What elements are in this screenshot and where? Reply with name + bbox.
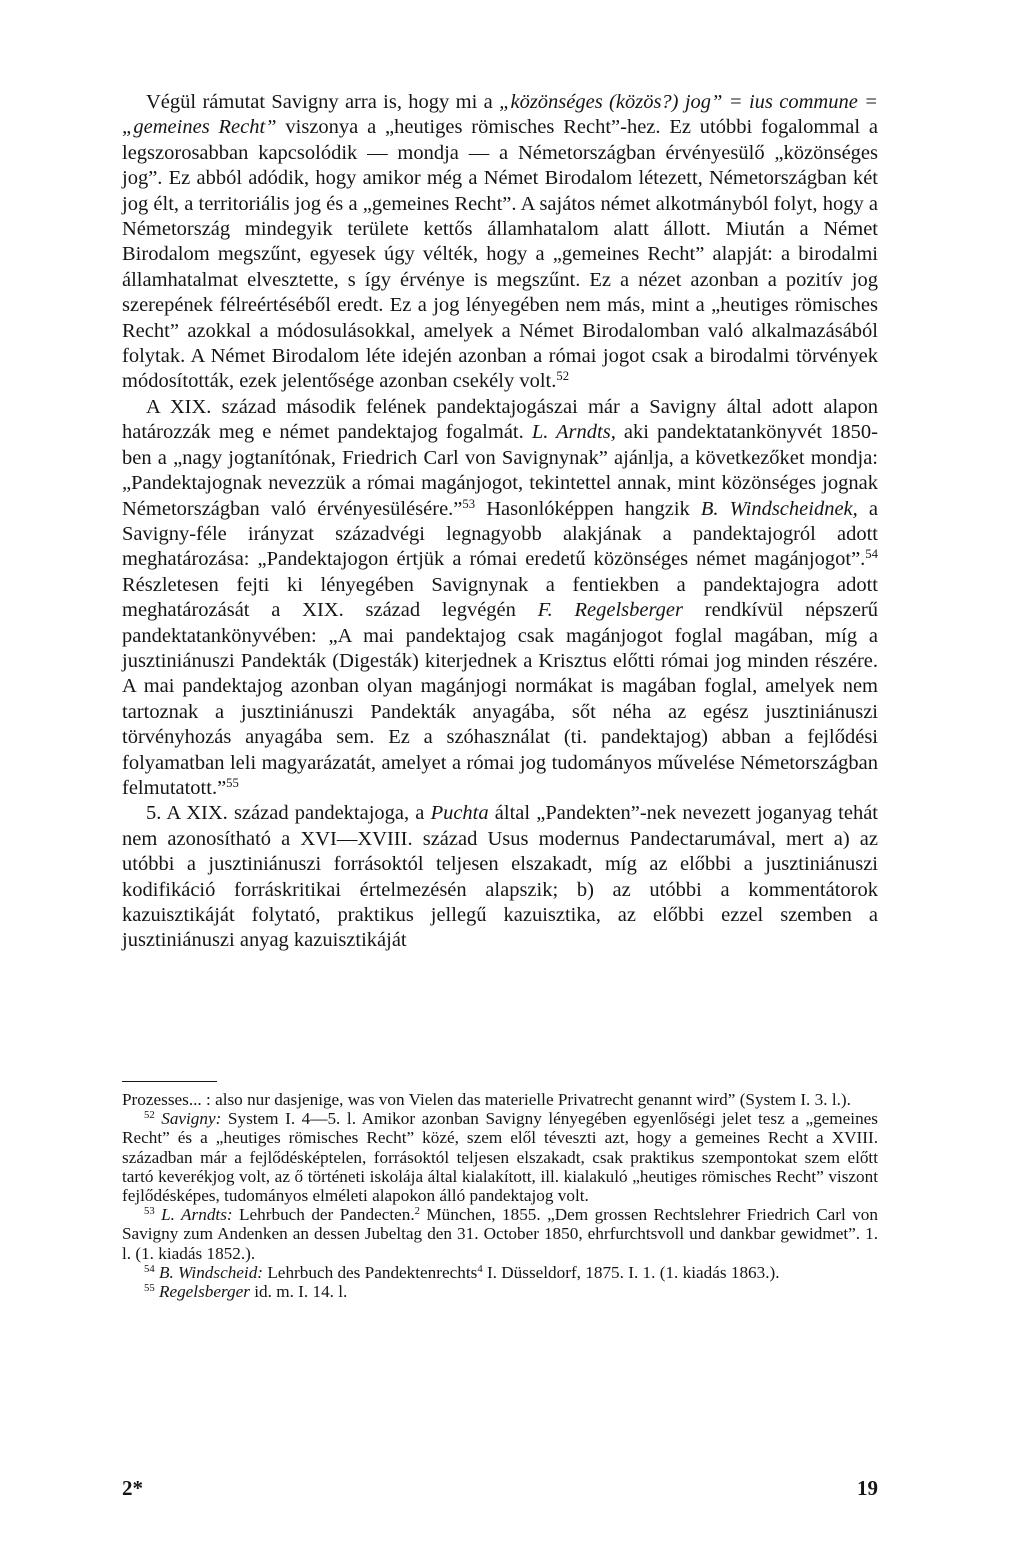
emphasis-italic: „közönséges (közös?) jog” = ius commune = „gemeines Recht” — [122, 91, 878, 139]
footnote-53: $^{53}$ L. Arndts: Lehrbuch der Pandecten.$^2$ München, 1855. „Dem grossen Rechtslehrer Friedrich Carl von Savigny zum Andenken an dessen Jubeltag den 31. October 1850, ehrfurchtsvoll und dankbar gewidmet”. 1. l. (1. kiadás 1852.). — [122, 1205, 878, 1263]
paragraph-1: Végül rámutat Savigny arra is, hogy mi a „közönséges (közös?) jog” = ius commune = „gemeines Recht” viszonya a „heutiges römisches Recht”-hez. Ez utóbbi fogalommal a legszorosabban kapcsolódik — mondja — a Németországban érvényesülő „közönséges jog”. Ez abból adódik, hogy amikor még a Német Birodalom létezett, Németországban két jog élt, a territoriális jog és a „gemeines Recht”. A sajátos német alkotmányból folyt, hogy a Németország mindegyik területe kettős államhatalom alatt állott. Miután a Német Birodalom megszűnt, egyesek úgy vélték, hogy a „gemeines Recht” alapját: a birodalmi államhatalmat elvesztette, s így érvénye is megszűnt. Ez a nézet azonban a pozitív jog szerepének félreértéséből eredt. Ez a jog lényegében nem más, mint a „heutiges römisches Recht” azokkal a módosulásokkal, amelyek a Német Birodalomban való alkalmazásából folytak. A Német Birodalom léte idején azonban a római jogot csak a birodalmi törvények módosították, ezek jelentősége azonban csekély volt.$^{52}$ — [122, 91, 878, 393]
footnote-54: $^{54}$ B. Windscheid: Lehrbuch des Pandektenrechts$^4$ I. Düsseldorf, 1875. I. 1. (1. kiadás 1863.). — [144, 1262, 780, 1282]
author-name: L. Arndts: — [161, 1205, 233, 1225]
page-number: 19 — [857, 1476, 878, 1500]
author-name: B. Windscheidnek, — [700, 497, 858, 520]
signature-mark: 2* — [122, 1476, 143, 1500]
author-name: Regelsberger — [158, 1282, 250, 1302]
main-text — [122, 90, 878, 954]
footnote-continuation: Prozesses... : also nur dasjenige, was von Vielen das materielle Privatrecht genannt wird” (System I. 3. l.). — [122, 1090, 851, 1109]
footnote-ref: 52 — [556, 369, 570, 384]
footnote-separator — [122, 1081, 217, 1082]
footnote-ref: 53 — [462, 496, 476, 511]
footnote-number: 53 — [144, 1206, 155, 1218]
author-name: B. Windscheid: — [158, 1262, 264, 1282]
footnote-ref: 54 — [865, 547, 878, 562]
edition-number: 4 — [477, 1263, 483, 1275]
footnote-52: $^{52}$ Savigny: System I. 4—5. l. Amikor azonban Savigny lényegében egyenlőségi jelet tesz a „gemeines Recht” és a „heutiges römisches Recht” közé, szem elől téveszti azt, hogy a gemeines Recht a XVIII. században már a fejlődésképtelen, forrásoktól teljesen elszakadt, csak praktikus szempontokat szem előtt tartó keverékjog volt, az ő történeti iskolája által kialakított, ill. kialakuló „heutiges römisches Recht” viszont fejlődésképes, tudományos elméleti alapokon álló pandektajog volt. — [122, 1109, 878, 1206]
paragraph-2: A XIX. század második felének pandektajogászai már a Savigny által adott alapon határozzák meg e német pandektajog fogalmát. L. Arndts, aki pandektatankönyvét 1850-ben a „nagy jogtanítónak, Friedrich Carl von Savignynak” ajánlja, a következőket mondja: „Pandektajognak nevezzük a római magánjogot, tekintettel annak, mint közönséges jognak Németországban való érvényesülésére.”$^{53}$ Hasonlóképpen hangzik B. Windscheidnek, a Savigny-féle irányzat századvégi legnagyobb alakjának a pandektajogról adott meghatározása: „Pandektajogon értjük a római eredetű közönséges német magánjogot”.$^{54}$ Részletesen fejti ki lényegében Savignynak a fentiekben a pandektajogra adott meghatározását a XIX. század legvégén F. Regelsberger rendkívül népszerű pandektatankönyvében: „A mai pandektajog csak magánjogot foglal magában, míg a jusztiniánuszi Pandekták (Digesták) kiterjednek a Krisztus előtti római jog minden részére. A mai pandektajog azonban olyan magánjogi normákat is magában foglal, amelyek nem tartoznak a jusztiniánuszi Pandekták anyagába, sőt néha az egész jusztiniánuszi törvényhozás anyagába sem. Ez a szóhasználat (ti. pandektajog) abban a fejlődési folyamatban leli magyarázatát, amelyet a római jog tudományos művelése Németországban felmutatott.”$^{55}$ — [122, 395, 878, 799]
edition-number: 2 — [414, 1206, 420, 1218]
footnote-ref: 55 — [226, 775, 239, 790]
footnote-number: 54 — [144, 1263, 155, 1275]
footnote-number: 52 — [144, 1110, 155, 1122]
author-name: Savigny: — [161, 1109, 222, 1129]
author-name: Puchta — [430, 802, 489, 825]
footnote-55: $^{55}$ Regelsberger id. m. I. 14. l. — [144, 1282, 348, 1302]
paragraph-3: 5. A XIX. század pandektajoga, a Puchta által „Pandekten”-nek nevezett joganyag tehát nem azonosítható a XVI—XVIII. század Usus modernus Pandectarumával, mert a) az utóbbi a jusztiniánuszi forrásoktól teljesen elszakadt, míg az előbbi a jusztiniánuszi kodifikáció forráskritikai értelmezésén alapszik; b) az utóbbi a kommentátorok kazuisztikáját folytató, praktikus jellegű kazuisztika, az előbbi ezzel szemben a jusztiniánuszi anyag kazuisztikáját — [122, 802, 878, 952]
footnotes — [122, 1090, 878, 1301]
author-name: F. Regelsberger — [537, 599, 684, 622]
author-name: L. Arndts, — [531, 421, 616, 444]
footnote-number: 55 — [144, 1283, 155, 1295]
